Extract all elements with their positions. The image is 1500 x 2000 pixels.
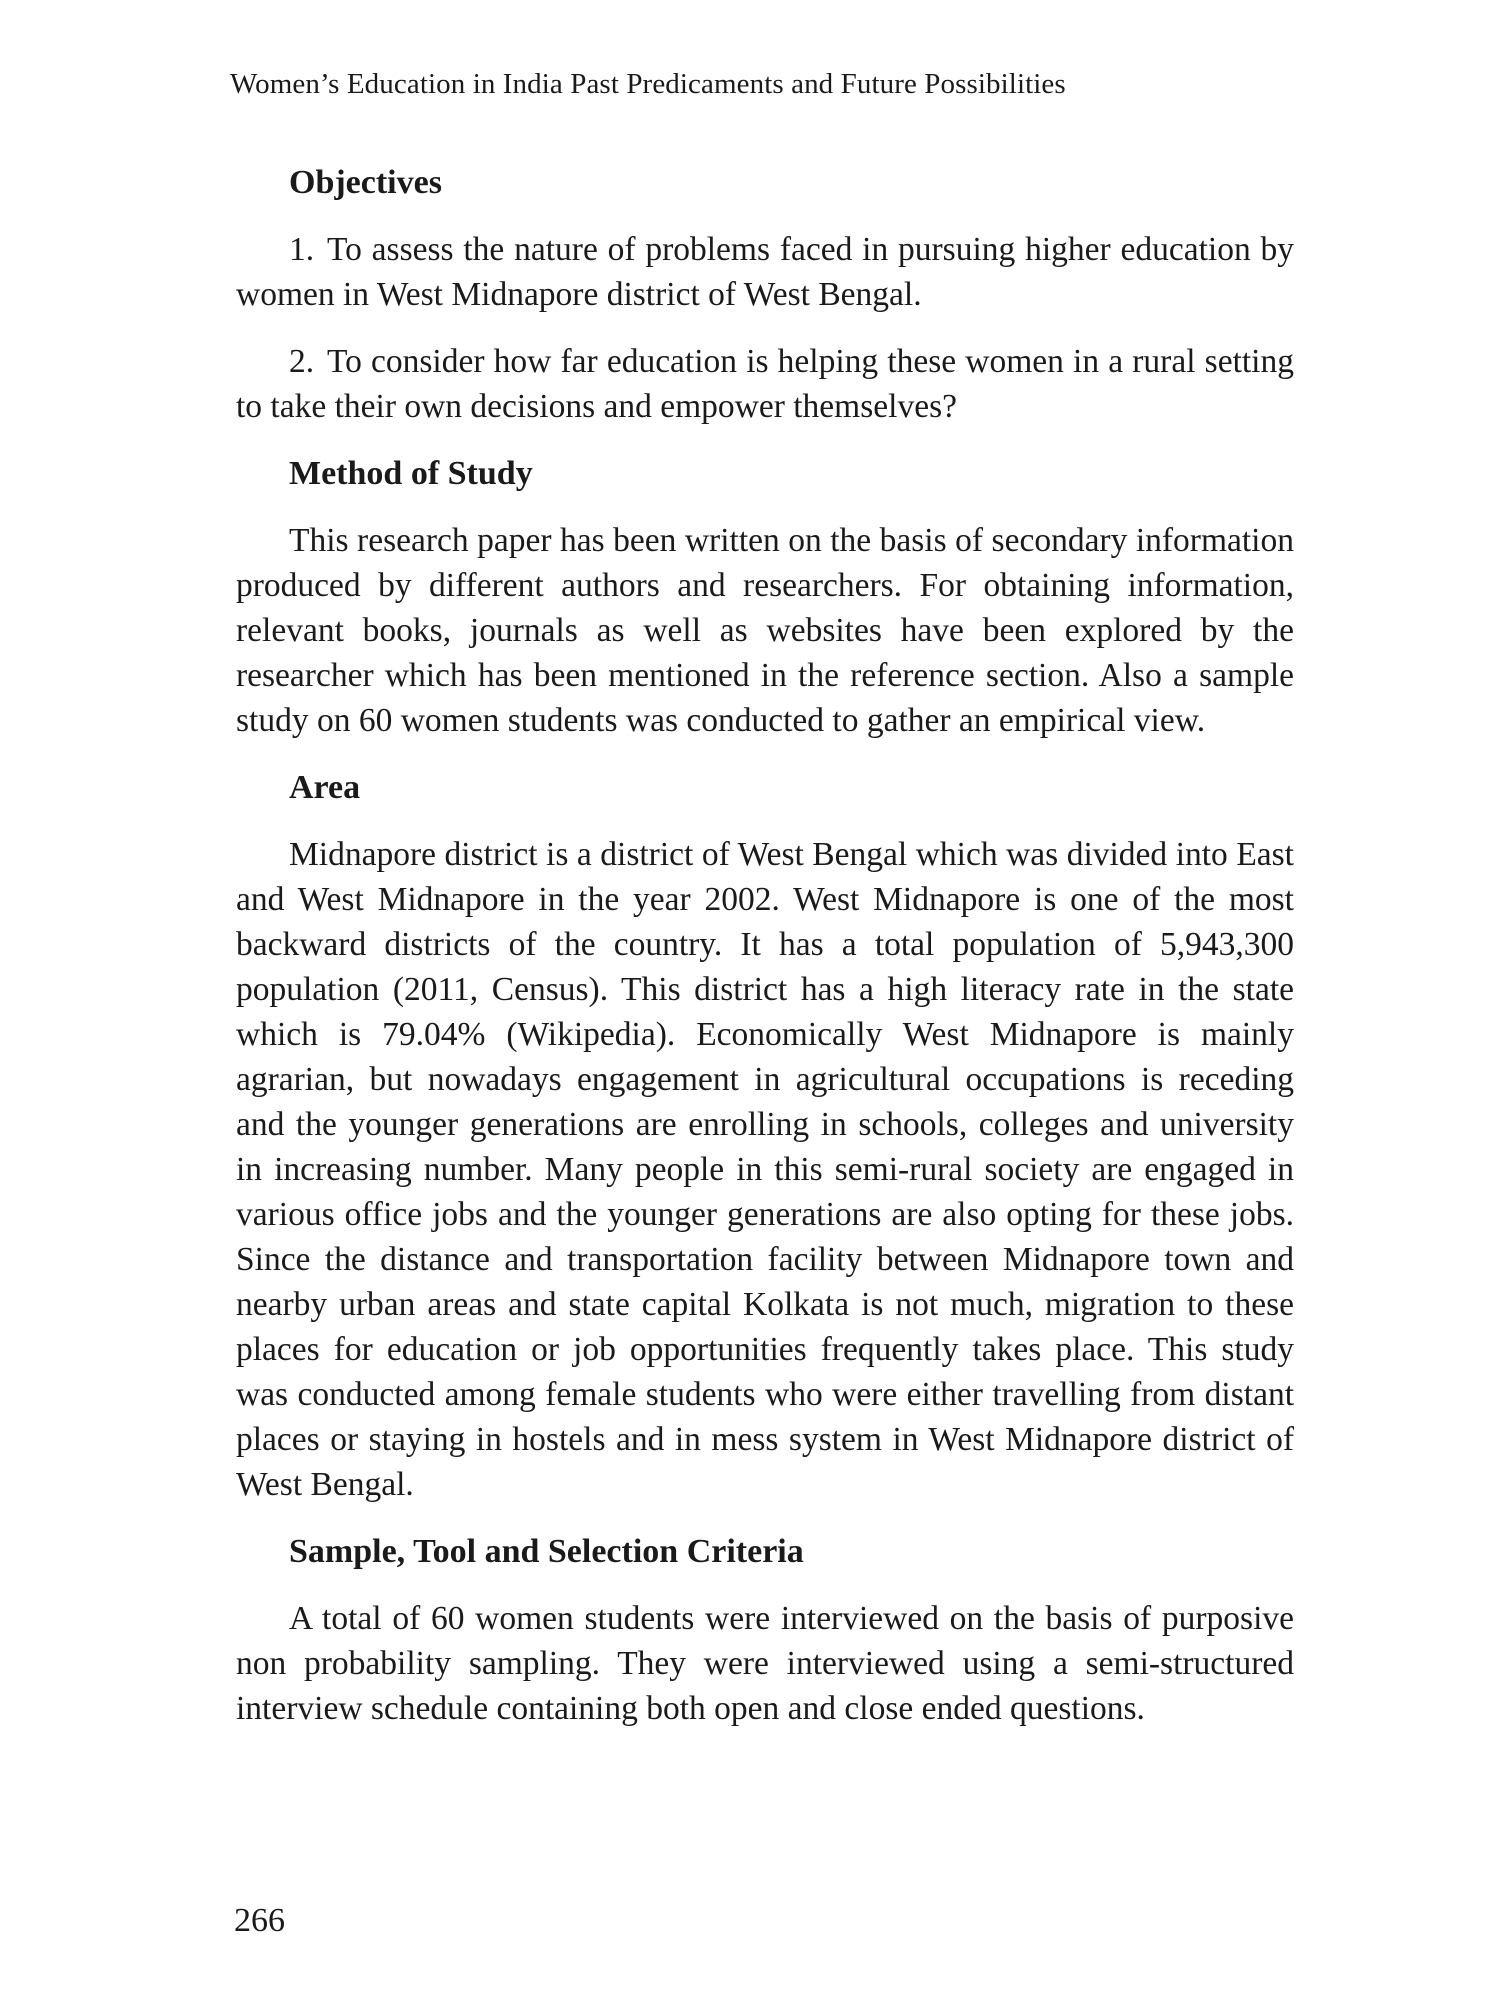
method-paragraph: This research paper has been written on the basis of secondary information produced by different authors and researchers. For obtaining information, relevant books, journals as well as websites have been explored by the researcher which has been mentioned in the reference section. Also a sample study on 60 women students was conducted to gather an empirical view. <box>236 522 1294 739</box>
objective-item <box>236 339 1294 429</box>
section-heading-area: Area <box>289 769 361 806</box>
objective-number: 1. <box>289 231 315 268</box>
page-body <box>236 160 1294 1753</box>
section-heading-method: Method of Study <box>289 455 533 492</box>
page-number: 266 <box>234 1902 285 1939</box>
objective-number: 2. <box>289 343 315 380</box>
objective-text: To assess the nature of problems faced in pursuing higher education by women in West Midnapore district of West Bengal. <box>236 231 1294 313</box>
section-heading-sample: Sample, Tool and Selection Criteria <box>289 1533 804 1570</box>
running-header: Women’s Education in India Past Predicaments and Future Possibilities <box>230 68 1066 100</box>
area-paragraph: Midnapore district is a district of West Bengal which was divided into East and West Midnapore in the year 2002. West Midnapore is one of the most backward districts of the country. It has a total population of 5,943,300 population (2011, Census). This district has a high literacy rate in the state which is 79.04% (Wikipedia). Economically West Midnapore is mainly agrarian, but nowadays engagement in agricultural occupations is receding and the younger generations are enrolling in schools, colleges and university in increasing number. Many people in this semi-rural society are engaged in various office jobs and the younger generations are also opting for these jobs. Since the distance and transportation facility between Midnapore town and nearby urban areas and state capital Kolkata is not much, migration to these places for education or job opportunities frequently takes place. This study was conducted among female students who were either travelling from distant places or staying in hostels and in mess system in West Midnapore district of West Bengal. <box>236 836 1294 1503</box>
objective-text: To consider how far education is helping these women in a rural setting to take their own decisions and empower themselves? <box>236 343 1294 425</box>
objective-item <box>236 227 1294 317</box>
sample-paragraph: A total of 60 women students were interviewed on the basis of purposive non probability sampling. They were interviewed using a semi-structured interview schedule containing both open and close ended questions. <box>236 1600 1294 1727</box>
section-heading-objectives: Objectives <box>289 164 442 201</box>
